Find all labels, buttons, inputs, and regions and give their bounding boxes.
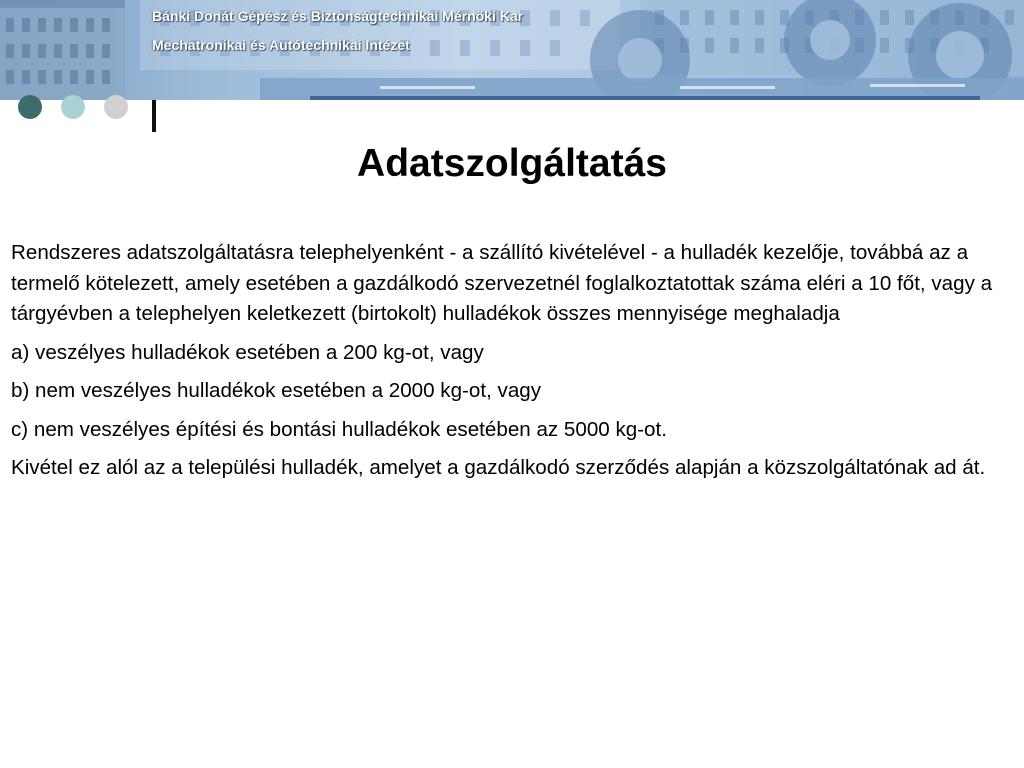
slide-title: Adatszolgáltatás: [357, 142, 667, 185]
exception-paragraph: Kivétel ez alól az a települési hulladék, amelyet a gazdálkodó szerződés alapján a közszolgáltatónak ad át.: [11, 456, 986, 479]
institute-name: Mechatronikai és Autótechnikai Intézet: [152, 37, 410, 53]
list-item-a: a) veszélyes hulladékok esetében a 200 kg-ot, vagy: [11, 340, 484, 364]
decor-vertical-bar: [152, 100, 156, 132]
slide-body: [11, 238, 1001, 492]
decor-circle-dark: [18, 95, 42, 119]
header-banner: [0, 0, 1024, 100]
decor-circle-light: [61, 95, 85, 119]
list-item-c: c) nem veszélyes építési és bontási hulladékok esetében az 5000 kg-ot.: [11, 417, 667, 441]
decor-circle-gray: [104, 95, 128, 119]
list-item-b: b) nem veszélyes hulladékok esetében a 2000 kg-ot, vagy: [11, 379, 542, 402]
faculty-name: Bánki Donát Gépész és Biztonságtechnikai Mérnöki Kar: [152, 8, 524, 24]
body-paragraph: Rendszeres adatszolgáltatásra telephelyenként - a szállító kivételével - a hulladék kezelője, továbbá az a termelő kötelezett, amely esetében a gazdálkodó szervezetnél foglalkoztatottak száma eléri a 10 főt, vagy a tárgyévben a telephelyen keletkezett (birtokolt) hulladékok összes mennyisége meghaladja: [11, 241, 993, 325]
